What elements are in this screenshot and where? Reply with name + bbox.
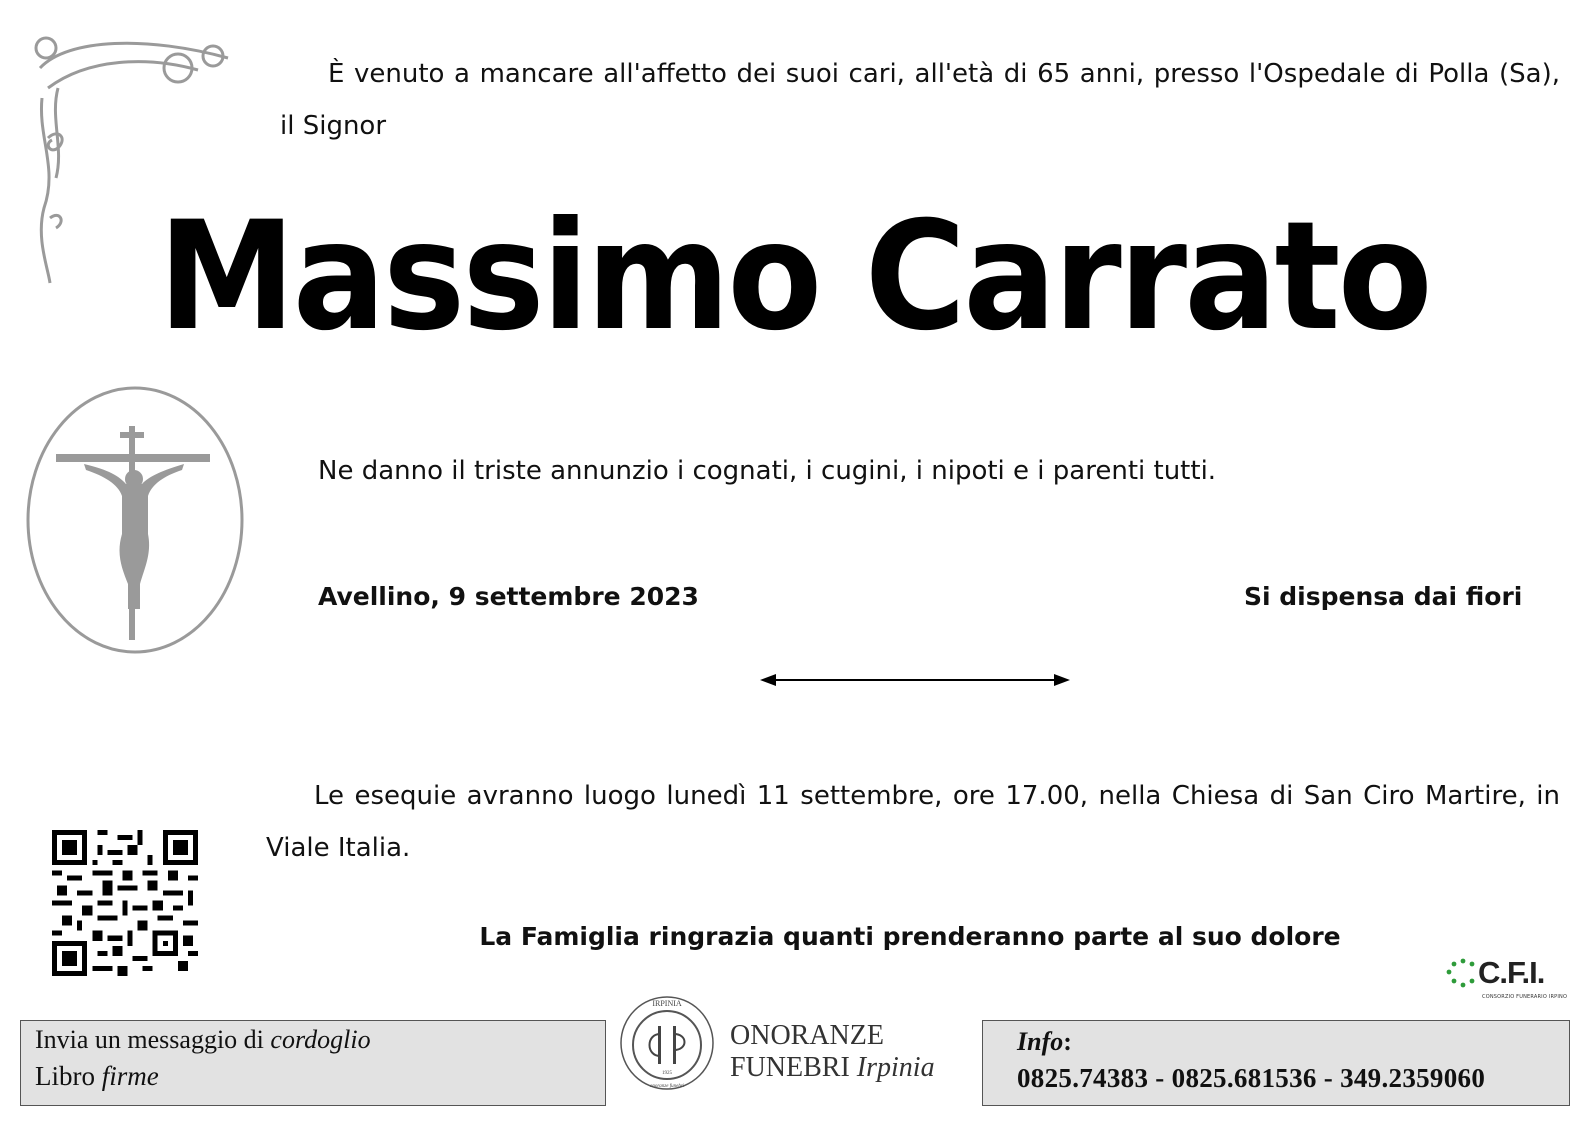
deceased-name: Massimo Carrato xyxy=(158,190,1430,364)
condolence-link[interactable]: Invia un messaggio di cordoglio xyxy=(35,1025,371,1054)
family-thanks: La Famiglia ringrazia quanti prenderanno parte al suo dolore xyxy=(479,922,1341,951)
funeral-info: Le esequie avranno luogo lunedì 11 settembre, ore 17.00, nella Chiesa di San Ciro Martire, in Viale Italia. xyxy=(266,781,1560,863)
flowers-note: Si dispensa dai fiori xyxy=(1244,582,1523,611)
phone-numbers[interactable]: 0825.74383 - 0825.681536 - 349.2359060 xyxy=(1017,1063,1486,1093)
agency-seal-top: IRPINIA xyxy=(652,999,682,1008)
agency-seal-icon xyxy=(618,994,716,1092)
intro-text: È venuto a mancare all'affetto dei suoi cari, all'età di 65 anni, presso l'Ospedale di Polla (Sa), il Signor xyxy=(280,59,1560,141)
agency-seal-bottom: onoranze funebri xyxy=(649,1084,685,1089)
place-date: Avellino, 9 settembre 2023 xyxy=(318,582,699,611)
condolence-box[interactable] xyxy=(20,1020,606,1106)
double-arrow-divider xyxy=(760,670,1070,690)
cfi-logo-icon xyxy=(1446,958,1480,988)
guestbook-link[interactable]: Libro firme xyxy=(35,1061,159,1091)
info-box xyxy=(982,1020,1570,1106)
agency-name: ONORANZE FUNEBRI Irpinia xyxy=(730,1020,935,1083)
announcement-text: Ne danno il triste annunzio i cognati, i cugini, i nipoti e i parenti tutti. xyxy=(318,456,1217,486)
cfi-logo: C.F.I. xyxy=(1478,955,1545,990)
crucifix-icon xyxy=(24,384,246,656)
cfi-subtitle: CONSORZIO FUNERARIO IRPINO xyxy=(1482,994,1568,1000)
agency-seal-year: 1925 xyxy=(662,1071,672,1076)
info-label: Info: xyxy=(1017,1027,1072,1056)
qr-code-icon[interactable] xyxy=(52,830,198,976)
